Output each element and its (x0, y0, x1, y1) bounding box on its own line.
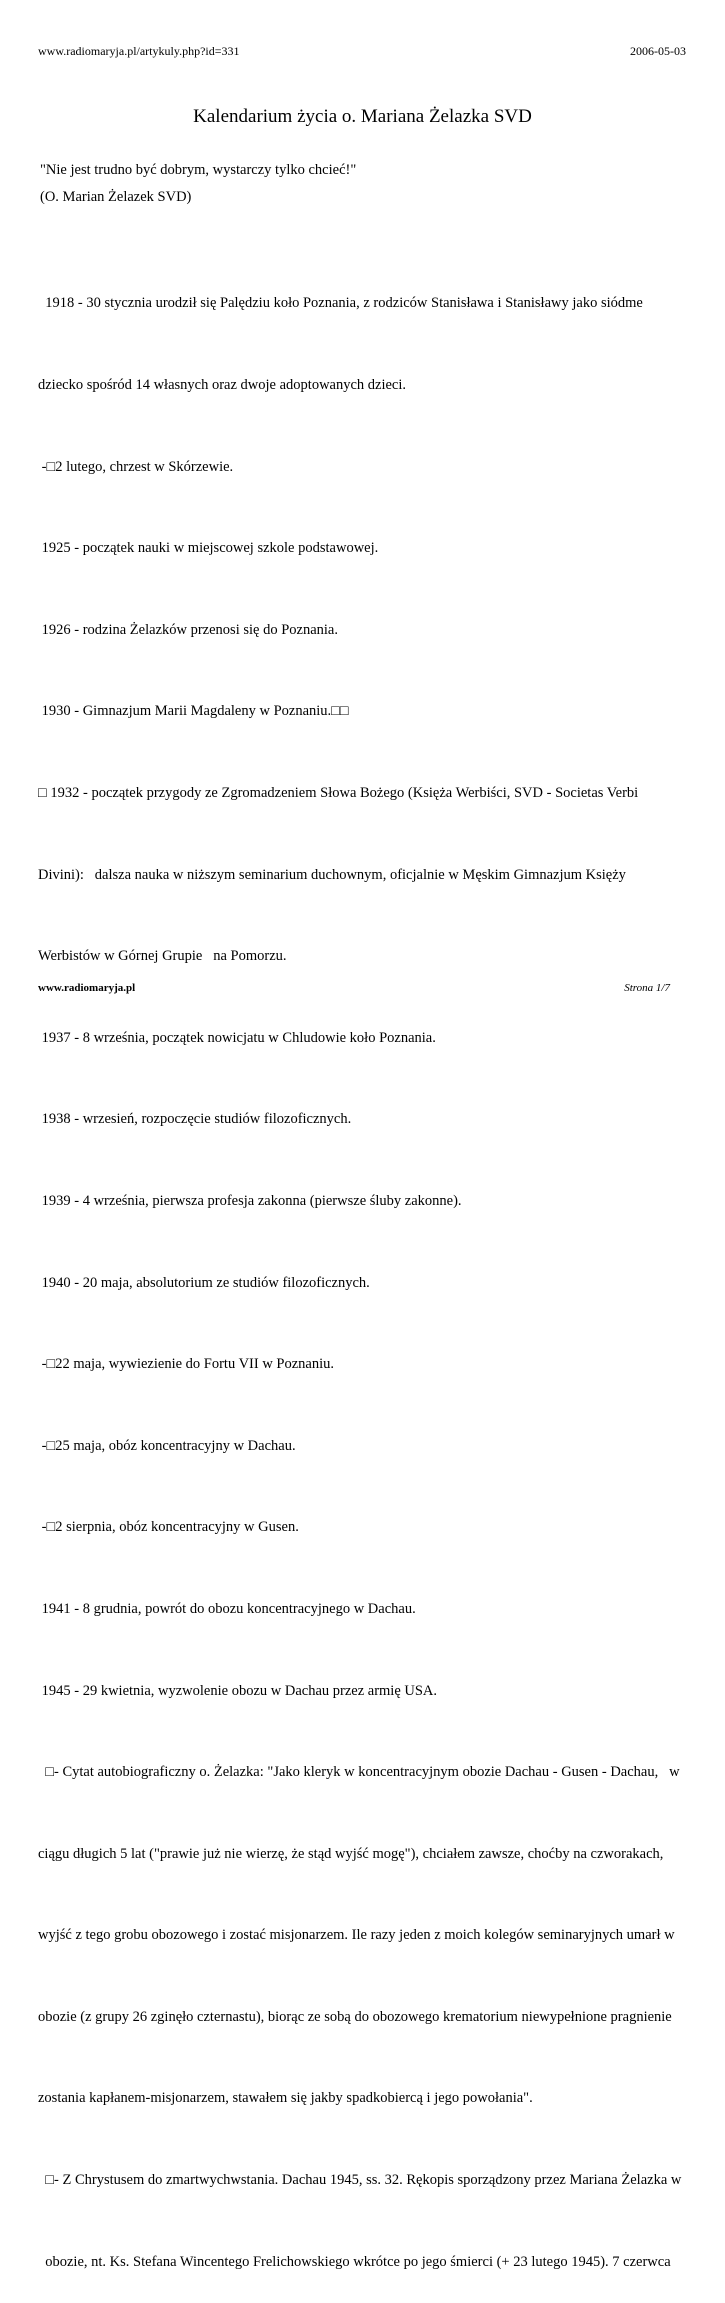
text-line: wyjść z tego grobu obozowego i zostać misjonarzem. Ile razy jeden z moich kolegów seminaryjnych umarł w (38, 1927, 675, 1944)
text-line: ciągu długich 5 lat ("prawie już nie wierzę, że stąd wyjść mogę"), chciałem zawsze, choćby na czworakach, (38, 1845, 664, 1862)
text-line: 1938 - wrzesień, rozpoczęcie studiów filozoficznych. (38, 1111, 352, 1128)
footer-site: www.radiomaryja.pl (38, 982, 136, 994)
text-line: Divini): dalsza nauka w niższym seminarium duchownym, oficjalnie w Męskim Gimnazjum Księży (38, 866, 626, 883)
text-line: □- Cytat autobiograficzny o. Żelazka: "Jako kleryk w koncentracyjnym obozie Dachau - Gusen - Dachau, w (38, 1764, 680, 1781)
text-line: -□2 sierpnia, obóz koncentracyjny w Gusen. (38, 1519, 299, 1536)
text-line: obozie (z grupy 26 zginęło czternastu), biorąc ze sobą do obozowego krematorium niewypełnione pragnienie (38, 2008, 672, 2025)
text-line: -□22 maja, wywiezienie do Fortu VII w Poznaniu. (38, 1356, 335, 1373)
text-line: 1945 - 29 kwietnia, wyzwolenie obozu w Dachau przez armię USA. (38, 1682, 438, 1699)
quote-text: "Nie jest trudno być dobrym, wystarczy tylko chcieć!" (40, 162, 357, 178)
text-line: -□2 lutego, chrzest w Skórzewie. (38, 458, 234, 475)
quote-author: (O. Marian Żelazek SVD) (40, 189, 192, 205)
text-line: 1925 - początek nauki w miejscowej szkole podstawowej. (38, 540, 379, 557)
text-line: obozie, nt. Ks. Stefana Wincentego Frelichowskiego wkrótce po jego śmierci (+ 23 lutego 1945). 7 czerwca (38, 2253, 671, 2270)
text-line: 1940 - 20 maja, absolutorium ze studiów filozoficznych. (38, 1274, 370, 1291)
header-date: 2006-05-03 (630, 44, 686, 58)
text-line: 1941 - 8 grudnia, powrót do obozu koncentracyjnego w Dachau. (38, 1600, 416, 1617)
text-line: dziecko spośród 14 własnych oraz dwoje adoptowanych dzieci. (38, 377, 407, 393)
text-line: 1937 - 8 września, początek nowicjatu w Chludowie koło Poznania. (38, 1029, 436, 1046)
text-line: 1930 - Gimnazjum Marii Magdaleny w Poznaniu.□□ (38, 703, 349, 720)
text-line: 1918 - 30 stycznia urodził się Palędziu koło Poznania, z rodziców Stanisława i Stanisławy jako siódme (38, 295, 643, 312)
text-line: zostania kapłanem-misjonarzem, stawałem się jakby spadkobiercą i jego powołania". (38, 2090, 533, 2107)
page-title: Kalendarium życia o. Mariana Żelazka SVD (193, 106, 532, 127)
header-url: www.radiomaryja.pl/artykuly.php?id=331 (38, 44, 240, 58)
text-line: □- Z Chrystusem do zmartwychwstania. Dachau 1945, ss. 32. Rękopis sporządzony przez Mariana Żelazka w (38, 2172, 682, 2189)
text-line: -□25 maja, obóz koncentracyjny w Dachau. (38, 1437, 296, 1454)
text-line: □ 1932 - początek przygody ze Zgromadzeniem Słowa Bożego (Księża Werbiści, SVD - Societas Verbi (38, 784, 639, 801)
text-line: 1926 - rodzina Żelazków przenosi się do Poznania. (38, 621, 338, 638)
chronology-body (38, 236, 690, 2303)
text-line: Werbistów w Górnej Grupie na Pomorzu. (38, 948, 287, 965)
text-line: 1939 - 4 września, pierwsza profesja zakonna (pierwsze śluby zakonne). (38, 1192, 462, 1209)
footer-page-number: Strona 1/7 (624, 982, 670, 994)
